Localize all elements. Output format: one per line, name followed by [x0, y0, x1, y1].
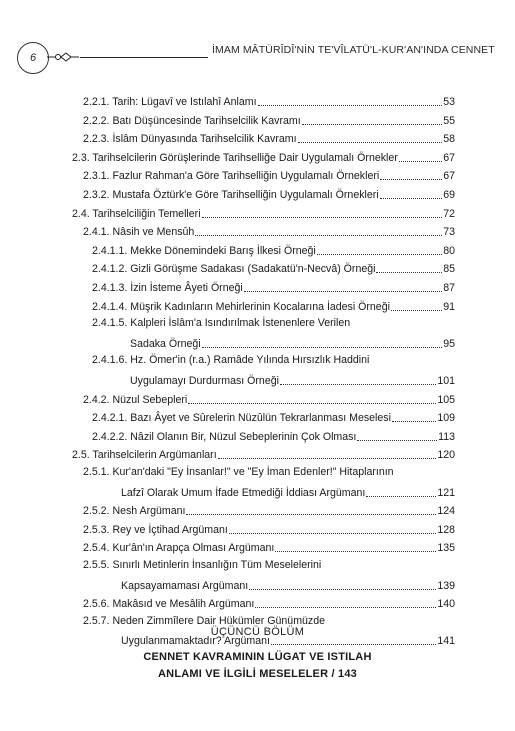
dot-leader	[258, 105, 443, 106]
toc-entry-title: Uygulanmamaktadır? Argümanı	[121, 635, 270, 648]
toc-page-number: 121	[437, 486, 455, 499]
chapter-title-line-2: ANLAMI VE İLGİLİ MESELELER / 143	[158, 668, 357, 680]
toc-entry[interactable]	[83, 112, 455, 128]
dot-leader	[244, 291, 442, 292]
toc-entry-title: 2.3.1. Fazlur Rahman'a Göre Tarihselliğin Uygulamalı Örnekleri	[83, 170, 380, 183]
dot-leader	[229, 533, 436, 534]
dot-leader	[249, 589, 436, 590]
toc-entry-title: 2.5.3. Rey ve İçtihad Argümanı	[83, 523, 228, 536]
toc-entry[interactable]	[83, 595, 455, 611]
toc-entry[interactable]	[92, 298, 455, 314]
toc-entry-first-line: 2.4.1.5. Kalpleri İslâm'a Isındırılmak İstenenlere Verilen	[92, 317, 351, 330]
toc-entry-title: 2.4.1.3. İzin İsteme Âyeti Örneği	[92, 282, 243, 294]
toc-entry[interactable]	[83, 186, 455, 202]
toc-page-number: 87	[443, 282, 455, 294]
toc-entry[interactable]	[92, 242, 455, 258]
toc-entry[interactable]	[130, 335, 455, 351]
toc-page-number: 67	[443, 170, 455, 183]
toc-entry-title: 2.4. Tarihselciliğin Temelleri	[72, 207, 201, 220]
toc-entry-title: 2.2.3. İslâm Dünyasında Tarihselcilik Kavramı	[83, 133, 297, 146]
dot-leader	[218, 458, 437, 459]
page-header	[0, 0, 515, 80]
toc-entry-title: Lafzî Olarak Umum İfade Etmediği İddiası Argümanı	[121, 486, 366, 499]
dot-leader	[380, 198, 443, 199]
toc-entry-first-line: 2.5.5. Sınırlı Metinlerin İnsanlığın Tüm Meselelerini	[83, 559, 322, 571]
header-rule	[80, 57, 208, 58]
toc-page-number: 58	[443, 133, 455, 146]
toc-entry[interactable]	[83, 391, 455, 407]
toc-page-number: 120	[437, 449, 455, 462]
toc-entry-title: Uygulamayı Durdurması Örneği	[130, 375, 279, 387]
dot-leader	[202, 217, 443, 218]
toc-entry-first-line: 2.4.1.6. Hz. Ömer'in (r.a.) Ramâde Yılında Hırsızlık Haddini	[92, 354, 370, 367]
toc-entry-title: Kapsayamaması Argümanı	[121, 579, 249, 592]
toc-entry-title: Sadaka Örneği	[130, 337, 201, 350]
dot-leader	[317, 254, 442, 255]
toc-entry-title: 2.5.2. Nesh Argümanı	[83, 505, 186, 518]
toc-page-number: 128	[437, 523, 455, 536]
dot-leader	[195, 235, 442, 236]
toc-entry-title: 2.3. Tarihselcilerin Görüşlerinde Tarihselliğe Dair Uygulamalı Örnekler	[72, 151, 398, 164]
toc-entry[interactable]	[83, 521, 455, 537]
toc-entry[interactable]	[83, 93, 455, 109]
toc-entry-title: 2.2.1. Tarih: Lügavî ve Istılahî Anlamı	[83, 96, 257, 108]
dot-leader	[280, 384, 436, 385]
toc-entry-first-line: 2.5.1. Kur'an'daki "Ey İnsanlar!" ve "Ey İman Edenler!" Hitaplarının	[83, 466, 394, 478]
toc-entry-title: 2.2.2. Batı Düşüncesinde Tarihselcilik Kavramı	[83, 114, 301, 127]
dot-leader	[302, 124, 443, 125]
toc-entry[interactable]	[92, 428, 455, 444]
toc-page-number: 55	[443, 114, 455, 127]
dot-leader	[391, 310, 442, 311]
dot-leader	[376, 272, 442, 273]
toc-page-number: 140	[437, 598, 455, 611]
toc-entry-title: 2.4.2.2. Nâzil Olanın Bir, Nüzul Sebeplerinin Çok Olması	[92, 430, 357, 443]
toc-entry-first-line: 2.5.7. Neden Zimmîlere Dair Hükümler Günümüzde	[83, 614, 325, 627]
dot-leader	[399, 161, 442, 162]
toc-entry[interactable]	[83, 502, 455, 518]
toc-entry[interactable]	[83, 167, 455, 183]
dot-leader	[380, 179, 442, 180]
toc-entry[interactable]	[72, 205, 455, 221]
toc-entry[interactable]	[92, 260, 455, 276]
toc-page-number: 109	[437, 412, 455, 425]
toc-page-number: 139	[437, 579, 455, 592]
toc-entry-title: 2.4.2. Nüzul Sebepleri	[83, 393, 188, 406]
dot-leader	[275, 551, 436, 552]
dot-leader	[202, 347, 443, 348]
toc-entry[interactable]	[92, 409, 455, 425]
toc-entry-title: 2.5. Tarihselcilerin Argümanları	[72, 449, 217, 462]
dot-leader	[366, 496, 436, 497]
toc-entry[interactable]	[121, 577, 455, 593]
toc-page-number: 73	[443, 226, 455, 239]
toc-entry-title: 2.5.4. Kur'ân'ın Arapça Olması Argümanı	[83, 542, 275, 555]
toc-page-number: 72	[443, 207, 455, 220]
chapter-title-line-1: CENNET KAVRAMININ LÜGAT VE ISTILAH	[143, 651, 372, 663]
toc-entry[interactable]	[121, 484, 455, 500]
toc-page-number: 135	[437, 542, 455, 555]
toc-page-number: 91	[443, 300, 455, 313]
toc-entry-title: 2.5.6. Makâsıd ve Mesâlih Argümanı	[83, 598, 255, 611]
dot-leader	[255, 607, 436, 608]
toc-page-number: 69	[443, 189, 455, 201]
dot-leader	[271, 644, 436, 645]
toc-entry-title: 2.3.2. Mustafa Öztürk'e Göre Tarihselliğin Uygulamalı Örnekleri	[83, 189, 379, 201]
toc-entry[interactable]	[83, 539, 455, 555]
dot-leader	[186, 514, 436, 515]
toc-entry-title: 2.4.1. Nâsih ve Mensûh	[83, 226, 195, 239]
toc-page-number: 105	[437, 393, 455, 406]
ornament-icon	[47, 50, 79, 64]
dot-leader	[392, 421, 436, 422]
toc-entry-title: 2.4.1.4. Müşrik Kadınların Mehirlerinin Kocalarına İadesi Örneği	[92, 300, 390, 313]
toc-page-number: 113	[438, 430, 455, 443]
toc-entry[interactable]	[83, 223, 455, 239]
toc-page-number: 95	[443, 337, 455, 350]
toc-page-number: 124	[437, 505, 455, 518]
toc-page-number: 67	[443, 151, 455, 164]
toc-entry[interactable]	[83, 130, 455, 146]
toc-entry-title: 2.4.2.1. Bazı Âyet ve Sûrelerin Nüzûlün Tekrarlanması Meselesi	[92, 412, 391, 425]
dot-leader	[298, 142, 443, 143]
running-head: İMAM MÂTÜRÎDÎ'NİN TE'VÎLATÜ'L-KUR'AN'INDA CENNET	[212, 44, 495, 56]
toc-page-number: 101	[437, 375, 455, 387]
toc-entry[interactable]	[92, 279, 455, 295]
toc-entry-title: 2.4.1.1. Mekke Dönemindeki Barış İlkesi Örneği	[92, 244, 316, 257]
toc-entry[interactable]	[72, 149, 455, 165]
dot-leader	[188, 403, 436, 404]
toc-entry[interactable]	[130, 372, 455, 388]
toc-page-number: 141	[437, 635, 455, 648]
page-number: 6	[17, 42, 49, 74]
chapter-label: ÜÇÜNCÜ BÖLÜM	[210, 626, 305, 638]
toc-entry[interactable]	[72, 446, 455, 462]
toc-entry-title: 2.4.1.2. Gizli Görüşme Sadakası (Sadakatü'n-Necvâ) Örneği	[92, 263, 376, 276]
toc-page-number: 53	[443, 96, 455, 108]
toc-page-number: 80	[443, 244, 455, 257]
toc-page-number: 85	[443, 263, 455, 276]
dot-leader	[357, 440, 437, 441]
